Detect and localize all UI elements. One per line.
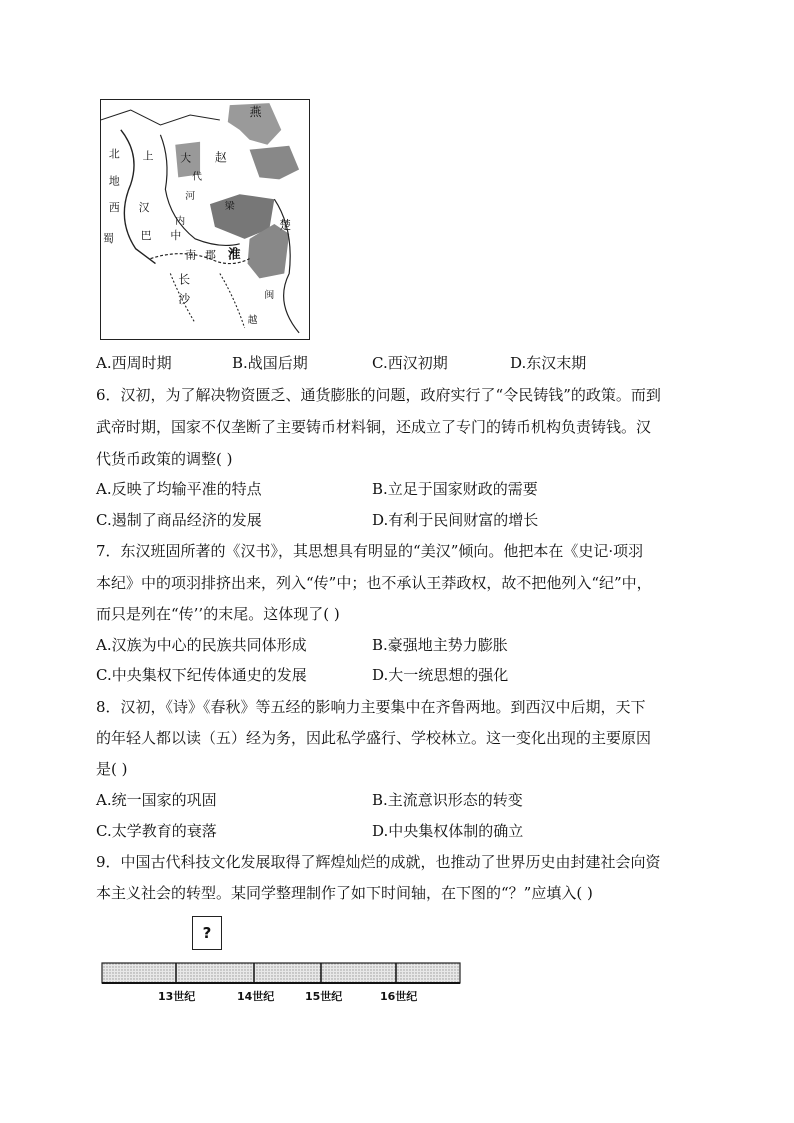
q6-stem-line2: 武帝时期，国家不仅垄断了主要铸币材料铜，还成立了专门的铸币机构负责铸钱。汉 xyxy=(96,418,652,436)
q8-stem-line3: 是( ) xyxy=(96,760,128,778)
map-label: 巴 xyxy=(140,228,152,242)
timeline-label-15: 15世纪 xyxy=(305,990,343,1003)
map-label: 梁 xyxy=(224,201,235,213)
q9-stem-line1: 9．中国古代科技文化发展取得了辉煌灿烂的成就，也推动了世界历史由封建社会向资 xyxy=(96,853,661,871)
q9-stem-line2: 本主义社会的转型。某同学整理制作了如下时间轴，在下图的“？”应填入( ) xyxy=(96,884,593,902)
map-label: 赵 xyxy=(214,150,227,165)
map-label: 上 xyxy=(142,149,154,163)
map-label: 淮 xyxy=(227,247,241,263)
map-label: 内 xyxy=(175,215,186,227)
map-label: 郡 xyxy=(205,248,216,262)
q8-stem-line1: 8．汉初，《诗》《春秋》等五经的影响力主要集中在齐鲁两地。到西汉中后期，天下 xyxy=(96,698,646,716)
q6-stem-line3: 代货币政策的调整( ) xyxy=(96,450,233,468)
map-label: 燕 xyxy=(249,104,262,119)
q5-option-b: B.战国后期 xyxy=(232,354,308,372)
q7-option-c: C.中央集权下纪传体通史的发展 xyxy=(96,666,307,684)
map-label: 蜀 xyxy=(102,231,114,245)
q8-stem-line2: 的年轻人都以读（五）经为务，因此私学盛行、学校林立。这一变化出现的主要原因 xyxy=(96,729,652,747)
q6-option-b: B.立足于国家财政的需要 xyxy=(372,480,538,498)
q8-option-a: A.统一国家的巩固 xyxy=(96,791,217,809)
map-label: 南 xyxy=(185,248,197,262)
question-mark-box: ? xyxy=(192,916,222,950)
map-label: 闽 xyxy=(264,290,275,302)
map-label: 河 xyxy=(185,191,196,203)
q7-stem-line1: 7．东汉班固所著的《汉书》，其思想具有明显的“美汉”倾向。他把本在《史记·项羽 xyxy=(96,542,644,560)
north-border xyxy=(101,110,220,125)
q7-option-a: A.汉族为中心的民族共同体形成 xyxy=(96,636,307,654)
map-label: 长 xyxy=(178,272,191,287)
qi-region xyxy=(250,146,300,180)
map-label: 汉 xyxy=(138,201,150,215)
timeline-label-16: 16世纪 xyxy=(380,990,418,1003)
q8-option-b: B.主流意识形态的转变 xyxy=(372,791,523,809)
q6-option-c: C.遏制了商品经济的发展 xyxy=(96,511,262,529)
map-label: 西 xyxy=(108,201,120,215)
q6-option-a: A.反映了均输平准的特点 xyxy=(96,480,262,498)
q5-option-d: D.东汉末期 xyxy=(510,354,587,372)
map-label: 大 xyxy=(180,151,192,165)
map-label: 沙 xyxy=(178,292,191,307)
q7-option-d: D.大一统思想的强化 xyxy=(372,666,509,684)
q8-option-c: C.太学教育的衰落 xyxy=(96,822,217,840)
q6-option-d: D.有利于民间财富的增长 xyxy=(372,511,539,529)
q6-stem-line1: 6．汉初，为了解决物资匮乏、通货膨胀的问题，政府实行了“令民铸钱”的政策。而到 xyxy=(96,386,661,404)
map-label: 北 xyxy=(108,147,120,161)
q7-stem-line3: 而只是列在“传’’的末尾。这体现了( ) xyxy=(96,605,340,623)
map-label: 越 xyxy=(247,315,258,327)
q5-option-a: A.西周时期 xyxy=(96,354,172,372)
q7-option-b: B.豪强地主势力膨胀 xyxy=(372,636,508,654)
han-map-svg xyxy=(101,100,309,339)
map-label: 地 xyxy=(108,174,120,188)
map-label: 代 xyxy=(192,171,203,183)
timeline-label-13: 13世纪 xyxy=(158,990,196,1003)
map-label: 中 xyxy=(170,228,182,242)
map-label: 楚 xyxy=(279,217,292,232)
q5-option-c: C.西汉初期 xyxy=(372,354,448,372)
q8-option-d: D.中央集权体制的确立 xyxy=(372,822,524,840)
timeline-label-14: 14世纪 xyxy=(237,990,275,1003)
han-map-figure xyxy=(100,99,310,340)
timeline-bar xyxy=(102,963,460,983)
q7-stem-line2: 本纪》中的项羽排挤出来，列入“传”中；也不承认王莽政权，故不把他列入“纪”中， xyxy=(96,574,652,592)
